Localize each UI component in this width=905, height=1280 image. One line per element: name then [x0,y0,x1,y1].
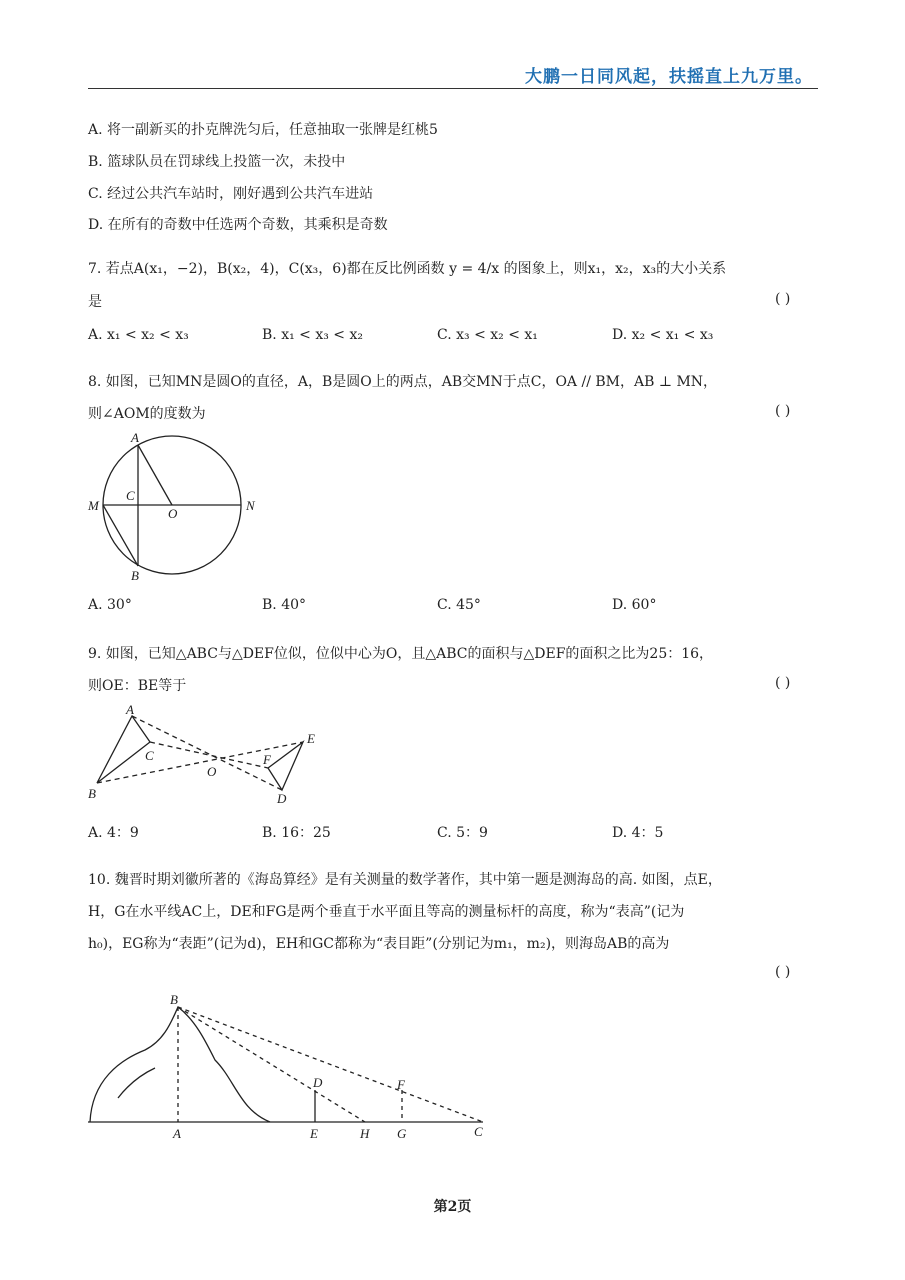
q7-option-b: B. x₁ < x₃ < x₂ [262,327,363,343]
q8-option-a: A. 30° [88,597,132,613]
q10-label-g: G [397,1126,407,1141]
q8-option-b: B. 40° [262,597,307,613]
q6-option-a: A. 将一副新买的扑克牌洗匀后，任意抽取一张牌是红桃5 [88,122,438,138]
q7-option-c: C. x₃ < x₂ < x₁ [437,327,538,343]
q10-stem-line3: h₀)，EG称为“表距”(记为d)，EH和GC都称为“表目距”(分别记为m₁，m₂)，则海岛AB的高为 [88,936,670,952]
q7-option-d: D. x₂ < x₁ < x₃ [612,327,714,343]
q9-stem-cont: 则OE：BE等于 [88,678,187,694]
page-number: 第2页 [433,1199,472,1215]
q9-label-f: F [263,752,271,767]
q9-label-e: E [307,731,315,746]
q8-option-d: D. 60° [612,597,657,613]
q9-label-c: C [145,748,154,763]
q10-answer-blank: ( ) [775,964,791,980]
q10-stem: 10. 魏晋时期刘徽所著的《海岛算经》是有关测量的数学著作，其中第一题是测海岛的高. 如图，点E， [88,872,722,888]
q8-label-c: C [126,488,135,503]
q10-label-d: D [313,1075,323,1090]
q10-label-c: C [474,1124,483,1139]
q9-label-a: A [126,702,134,717]
q8-option-c: C. 45° [437,597,481,613]
header-motto: 大鹏一日同风起，扶摇直上九万里。 [525,67,813,87]
q9-option-b: B. 16：25 [262,825,331,841]
q8-stem: 8. 如图，已知MN是圆O的直径，A，B是圆O上的两点，AB交MN于点C，OA // BM，AB ⊥ MN， [88,374,718,390]
q8-label-o: O [168,506,178,521]
q8-label-n: N [246,498,255,513]
q6-option-c: C. 经过公共汽车站时，刚好遇到公共汽车进站 [88,186,374,202]
q10-label-h: H [360,1126,370,1141]
q10-stem-line2: H，G在水平线AC上，DE和FG是两个垂直于水平面且等高的测量标杆的高度，称为“表高”(记为 [88,904,685,920]
q9-label-b: B [88,786,96,801]
q9-label-d: D [277,791,287,806]
q9-stem: 9. 如图，已知△ABC与△DEF位似，位似中心为O，且△ABC的面积与△DEF的面积之比为25：16， [88,646,714,662]
q9-option-c: C. 5：9 [437,825,488,841]
q10-label-b: B [170,992,178,1007]
q7-option-a: A. x₁ < x₂ < x₃ [88,327,189,343]
q6-option-b: B. 篮球队员在罚球线上投篮一次，未投中 [88,154,346,170]
q7-stem: 7. 若点A(x₁，−2)，B(x₂，4)，C(x₃，6)都在反比例函数 y = 4/x 的图象上，则x₁，x₂，x₃的大小关系 [88,261,727,277]
q9-answer-blank: ( ) [775,675,791,691]
q7-stem-cont: 是 [88,294,102,310]
q8-label-a: A [131,430,139,445]
q10-label-f: F [397,1077,405,1092]
q10-label-e: E [310,1126,318,1141]
q9-label-o: O [207,764,217,779]
q6-option-d: D. 在所有的奇数中任选两个奇数，其乘积是奇数 [88,217,388,233]
q8-answer-blank: ( ) [775,403,791,419]
q10-label-a: A [173,1126,181,1141]
q8-stem-cont: 则∠AOM的度数为 [88,406,206,422]
q8-label-b: B [131,568,139,583]
q9-option-a: A. 4：9 [88,825,139,841]
q8-label-m: M [88,498,99,513]
q7-answer-blank: ( ) [775,291,791,307]
q9-option-d: D. 4：5 [612,825,664,841]
